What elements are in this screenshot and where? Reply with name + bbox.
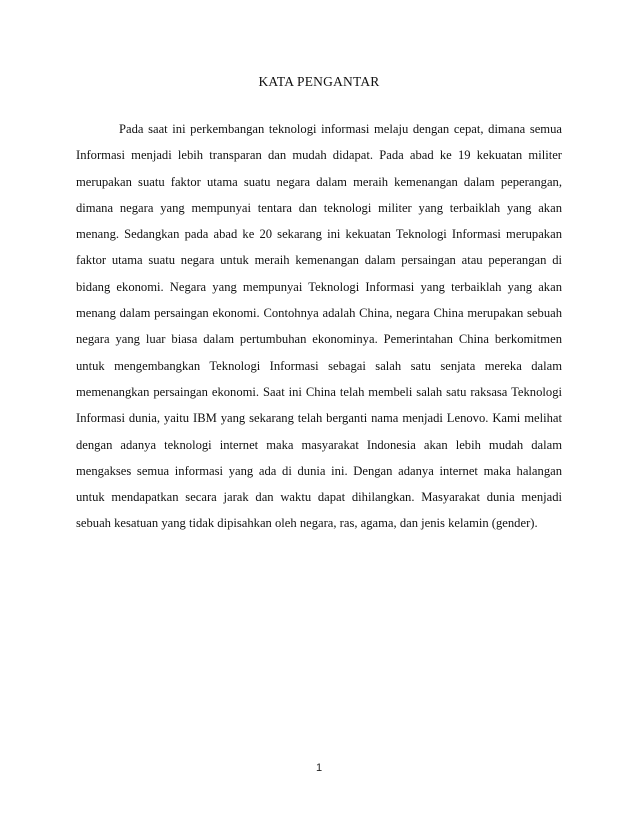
page-number: 1 (315, 762, 323, 774)
page-title: KATA PENGANTAR (258, 74, 380, 89)
body-paragraph: Pada saat ini perkembangan teknologi informasi melaju dengan cepat, dimana semua Informasi menjadi lebih transparan dan mudah didapat. Pada abad ke 19 kekuatan militer merupakan suatu faktor utama suatu negara dalam meraih kemenangan dalam peperangan, dimana negara yang mempunyai tentara dan teknologi militer yang terbaiklah yang akan menang. Sedangkan pada abad ke 20 sekarang ini kekuatan Teknologi Informasi merupakan faktor utama suatu negara untuk meraih kemenangan dalam persaingan atau peperangan di bidang ekonomi. Negara yang mempunyai Teknologi Informasi yang terbaiklah yang akan menang dalam persaingan ekonomi. Contohnya adalah China, negara China merupakan sebuah negara yang luar biasa dalam pertumbuhan ekonominya. Pemerintahan China berkomitmen untuk mengembangkan Teknologi Informasi sebagai salah satu senjata mereka dalam memenangkan persaingan ekonomi. Saat ini China telah membeli salah satu raksasa Teknologi Informasi dunia, yaitu IBM yang sekarang telah berganti nama menjadi Lenovo. Kami melihat dengan adanya teknologi internet maka masyarakat Indonesia akan lebih mudah dalam mengakses semua informasi yang ada di dunia ini. Dengan adanya internet maka halangan untuk mendapatkan secara jarak dan waktu dapat dihilangkan. Masyarakat dunia menjadi sebuah kesatuan yang tidak dipisahkan oleh negara, ras, agama, dan jenis kelamin (gender). (76, 122, 562, 531)
